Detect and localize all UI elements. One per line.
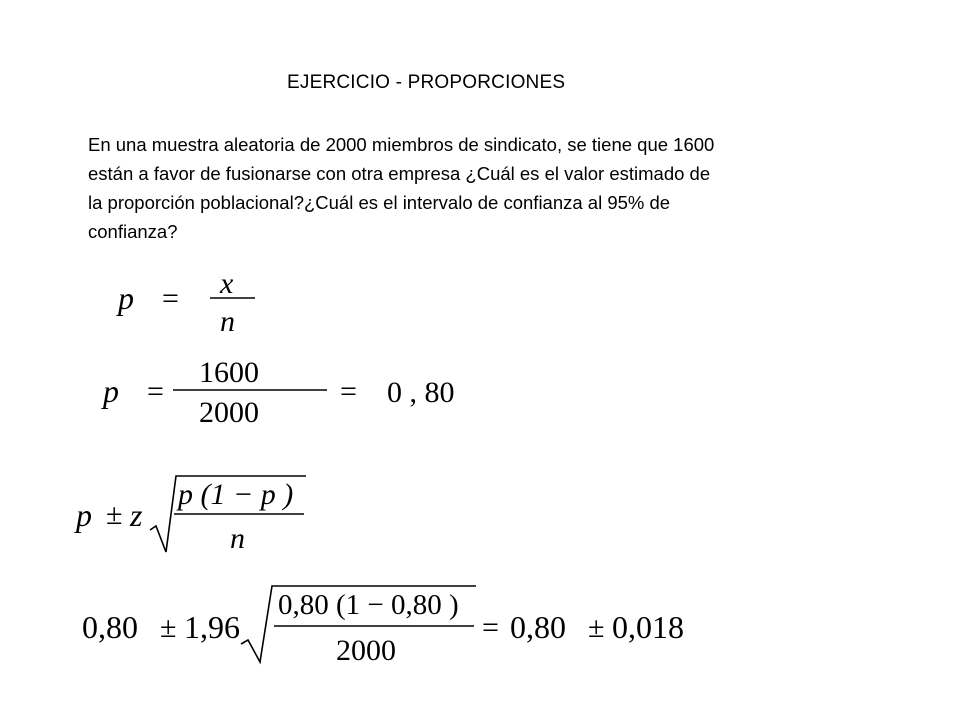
formula-interval-computation bbox=[78, 582, 708, 667]
formula-numerator: 0,80 (1 − 0,80 ) bbox=[278, 589, 459, 621]
page-title: EJERCICIO - PROPORCIONES bbox=[287, 72, 566, 93]
formula-denominator: n bbox=[220, 305, 235, 338]
formula-numerator: p (1 − p ) bbox=[178, 478, 294, 511]
formula-proportion-definition bbox=[100, 265, 280, 340]
formula-z: z bbox=[130, 497, 143, 533]
formula-term: 0,80 bbox=[82, 609, 138, 645]
formula-equals: = bbox=[162, 282, 179, 315]
problem-line: la proporción poblacional?¿Cuál es el intervalo de confianza al 95% de bbox=[88, 192, 671, 213]
formula-lhs: p bbox=[103, 373, 119, 409]
formula-confidence-interval bbox=[70, 470, 330, 560]
formula-equals: = bbox=[147, 375, 164, 408]
formula-result-margin: 0,018 bbox=[612, 609, 684, 645]
formula-proportion-computation bbox=[95, 352, 485, 432]
formula-z-value: 1,96 bbox=[184, 609, 240, 645]
problem-line: confianza? bbox=[88, 221, 178, 242]
problem-line: En una muestra aleatoria de 2000 miembros de sindicato, se tiene que 1600 bbox=[88, 134, 715, 155]
plus-minus-sign: ± bbox=[106, 498, 123, 531]
formula-lhs: p bbox=[118, 280, 134, 316]
problem-line: están a favor de fusionarse con otra empresa ¿Cuál es el valor estimado de bbox=[88, 163, 711, 184]
formula-denominator: 2000 bbox=[199, 396, 259, 429]
formula-denominator: 2000 bbox=[336, 634, 396, 667]
problem-statement bbox=[88, 130, 918, 246]
formula-equals: = bbox=[482, 611, 499, 644]
formula-result-center: 0,80 bbox=[510, 609, 566, 645]
plus-minus-sign: ± bbox=[588, 611, 605, 644]
formula-equals: = bbox=[340, 375, 357, 408]
formula-lhs: p bbox=[76, 497, 92, 533]
formula-result: 0 , 80 bbox=[387, 376, 455, 409]
formula-numerator: 1600 bbox=[199, 356, 259, 389]
formula-denominator: n bbox=[230, 522, 245, 555]
plus-minus-sign: ± bbox=[160, 611, 177, 644]
formula-numerator: x bbox=[220, 267, 234, 300]
